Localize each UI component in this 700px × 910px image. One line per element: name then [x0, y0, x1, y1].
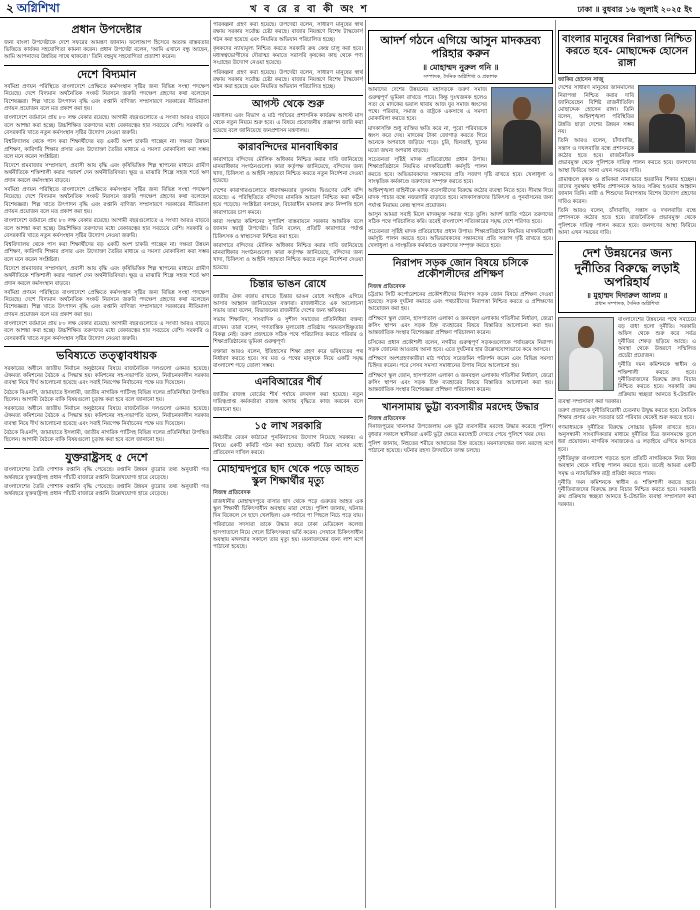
paragraph: জাতীয় রাজস্ব বোর্ডের শীর্ষ পর্যায়ে রদবদল করা হয়েছে। নতুন দায়িত্বপ্রাপ্ত কর্মকর্তারা রাজস্ব আদায় বৃদ্ধিতে কাজ করবেন বলে জানানো হয়।: [213, 391, 363, 413]
paragraph: বিশ্ববিদ্যালয় থেকে পাস করা শিক্ষার্থীদের বড় একটি অংশ চাকরি পাচ্ছেন না। দক্ষতা উন্নয়ন প্রশিক্ষণ, কারিগরি শিক্ষার প্রসার এবং উদ্যোক্তা তৈরির মাধ্যমে এ সমস্যা মোকাবিলা করা সম্ভব বলে মনে করেন সংশ্লিষ্টরা।: [4, 242, 209, 263]
paragraph: দুর্নীতি দমন কমিশনকে স্বাধীন ও শক্তিশালী করতে হবে। দুর্নীতিবাজদের বিরুদ্ধে দ্রুত বিচার নিশ্চিত করতে হবে। সরকারি ক্রয় প্রক্রিয়ায় স্বচ্ছতা আনতে ই-টেন্ডারিং ব্যবস্থা সম্প্রসারণ করা দরকার।: [558, 479, 696, 508]
paragraph: সচেতনতা সৃষ্টিই মাদক প্রতিরোধের প্রধান উপায়। শিক্ষাপ্রতিষ্ঠানে নিয়মিত মাদকবিরোধী কর্মসূচি পালন করতে হবে। অভিভাবকদের সন্তানদের প্রতি সজাগ দৃষ্টি রাখতে হবে। খেলাধুলা ও সাংস্কৃতিক কর্মকাণ্ডে তরুণদের সম্পৃক্ত করতে হবে।: [368, 156, 553, 185]
paragraph: পুলিশ জানায়, নিহতের শরীরে আঘাতের চিহ্ন রয়েছে। ময়নাতদন্তের জন্য মরদেহ মর্গে পাঠানো হয়েছে। ঘটনার রহস্য উদঘাটনে তদন্ত চলছে।: [368, 440, 553, 455]
headline: কারাবন্দিদের মানবাধিকার: [238, 142, 338, 154]
paragraph: দুর্নীতি দমন কমিশনকে স্বাধীন ও শক্তিশালী করতে হবে। দুর্নীতিবাজদের বিরুদ্ধে দ্রুত বিচার নিশ্চিত করতে হবে। সরকারি ক্রয় প্রক্রিয়ায় স্বচ্ছতা আনতে ই-টেন্ডারিং ব্যবস্থা সম্প্রসারণ করা দরকার।: [558, 362, 696, 405]
masthead: [0, 0, 700, 18]
news-title: বাংলার মানুষের নিরাপত্তা নিশ্চিত করতে হবে- মোছাদ্দেক হোসেন রাঙ্গা: [562, 34, 692, 69]
opinion-title: দেশ উন্নয়নের জন্য দুর্নীতির বিরুদ্ধে লড়াই অপরিহার্য: [574, 246, 680, 289]
person-photo: [638, 85, 696, 153]
paragraph: দেশের কারাগারগুলোতে ধারণক্ষমতার তুলনায় দ্বিগুণের বেশি বন্দি রয়েছে। এ পরিস্থিতিতে বন্দিদের মানবিক আচরণ নিশ্চিত করা কঠিন হয়ে পড়েছে। সংশ্লিষ্টরা বলছেন, বিচারাধীন মামলার দ্রুত নিষ্পত্তি হলে কারাগারের চাপ কমবে।: [213, 187, 363, 216]
headline: আগস্ট থেকে শুরু: [251, 98, 325, 110]
column-4: [558, 30, 696, 907]
column-divider: [365, 20, 366, 908]
column-divider: [555, 20, 556, 908]
divider: [213, 95, 363, 96]
paragraph: তরুণ প্রজন্মকে দুর্নীতিবিরোধী চেতনায় উদ্বুদ্ধ করতে হবে। নৈতিক শিক্ষার প্রসার এবং সততার চর্চা পরিবার থেকেই শুরু করতে হবে।: [558, 408, 696, 422]
opinion-title: আদর্শ গঠনে এগিয়ে আসুন মাদকদ্রব্য পরিহার করুন: [380, 34, 541, 61]
author-photo: [491, 87, 553, 165]
opinion-author: ॥ মোহাম্মদ নুরুল গনি ॥: [422, 62, 499, 73]
author-photo: [558, 317, 614, 391]
paragraph: কারাগারে বন্দিদের মৌলিক অধিকার নিশ্চিত করার দাবি জানিয়েছে মানবাধিকার সংগঠনগুলো। কারা কর্তৃপক্ষ জানিয়েছে, বন্দিদের জন্য খাদ্য, চিকিৎসা ও আইনি সহায়তা নিশ্চিত করতে নতুন নির্দেশনা দেওয়া হয়েছে।: [213, 242, 363, 271]
paragraph: আইনশৃঙ্খলা বাহিনীকে মাদক ব্যবসায়ীদের বিরুদ্ধে কঠোর ব্যবস্থা নিতে হবে। সীমান্ত দিয়ে মাদক পাচার বন্ধে নজরদারি বাড়াতে হবে। মাদকাসক্তদের চিকিৎসা ও পুনর্বাসনের জন্য পর্যাপ্ত নিরাময় কেন্দ্র স্থাপন প্রয়োজন।: [368, 188, 553, 209]
headline: মোহাম্মদপুরে ছাদ থেকে পড়ে আহত স্কুল শিক্ষার্থীর মৃত্যু: [217, 464, 359, 487]
divider: [213, 417, 363, 418]
paragraph: চট্টগ্রাম সিটি কর্পোরেশনের প্রকৌশলীদের নিরাপদ সড়ক জোন বিষয়ে প্রশিক্ষণ দেওয়া হয়েছে। সড়ক দুর্ঘটনা কমাতে এবং পথচারীদের নিরাপত্তা নিশ্চিত করতে এ প্রশিক্ষণের আয়োজন করা হয়।: [368, 291, 553, 313]
headline: প্রধান উপদেষ্টার: [71, 23, 142, 36]
paragraph: সরকারের অধীনে জাতীয় নির্বাচন অনুষ্ঠানের বিষয়ে রাজনৈতিক দলগুলো একমত হয়েছে। ঐকমত্য কমিশনের বৈঠকে এ সিদ্ধান্ত হয়। কমিশনের সহ-সভাপতি বলেন, নির্বাচনকালীন সরকার ব্যবস্থা নিয়ে দীর্ঘ আলোচনা হয়েছে এবং সবাই নিরপেক্ষ নির্বাচনের পক্ষে মত দিয়েছেন।: [4, 365, 209, 387]
paragraph: প্রশিক্ষণে অংশগ্রহণকারীরা মাঠ পর্যায়ে সরেজমিন পরিদর্শন করেন এবং বিভিন্ন সমস্যা চিহ্নিত করেন। পরে সেসব সমস্যা সমাধানের উপায় নিয়ে আলোচনা হয়।: [368, 356, 553, 370]
paragraph: বিদেশে শ্রমবাজার সম্প্রসারণ, প্রবাসী আয় বৃদ্ধি এবং কৃষিভিত্তিক শিল্প স্থাপনের মাধ্যমে গ্রামীণ অর্থনীতিকে শক্তিশালী করার পরামর্শ দেন অর্থনীতিবিদরা। ক্ষুদ্র ও মাঝারি শিল্পে সহজ শর্তে ঋণ প্রদান করলে কর্মসংস্থান বাড়বে।: [4, 163, 209, 184]
byline: নিজস্ব প্রতিবেদক: [368, 283, 406, 290]
paragraph: সর্বমিশ্র প্রণয়ন পরিস্থিতে বাংলাদেশে প্রেক্ষিতে কর্মসংস্থান সৃষ্টির জন্য বিভিন্ন সংস্থা পদক্ষেপ নিয়েছে। দেশে বিদ্যমান অর্থনৈতিক সংকট নিরসনে জরুরি পদক্ষেপ গ্রহণের কথা বলেছেন বিশেষজ্ঞরা। শিল্প খাতে উৎপাদন বৃদ্ধি এবং রপ্তানি বাণিজ্য সম্প্রসারণে সরকারের নীতিমালা প্রণয়ন প্রয়োজন বলে মত প্রকাশ করা হয়।: [4, 289, 209, 318]
paragraph: সর্বমিশ্র প্রণয়ন পরিস্থিতে বাংলাদেশে প্রেক্ষিতে কর্মসংস্থান সৃষ্টির জন্য বিভিন্ন সংস্থা পদক্ষেপ নিয়েছে। দেশে বিদ্যমান অর্থনৈতিক সংকট নিরসনে জরুরি পদক্ষেপ গ্রহণের কথা বলেছেন বিশেষজ্ঞরা। শিল্প খাতে উৎপাদন বৃদ্ধি এবং রপ্তানি বাণিজ্য সম্প্রসারণে সরকারের নীতিমালা প্রণয়ন প্রয়োজন বলে মত প্রকাশ করা হয়।: [4, 187, 209, 215]
paragraph: জন্য বাংলা উপদেষ্টাকে দেশে সফরের আমন্ত্রণ জানান। ফলোআপ হিসেবে অত্যন্ত বাস্তবতার ভিত্তিতে কার্যকর সহযোগিতা কামনা করেন। প্রধান উপদেষ্টা বলেন, 'আমি এখানে বন্ধু আছেন, আমি আপনাদের উন্নতির সাথে থাকবো।' তিনি বহুমুখ সহযোগিতা প্রত্যাশা করেন।: [4, 39, 209, 61]
paragraph: মন্ত্রণালয় এবং বিভাগ ও মাঠ পর্যায়ের প্রশাসনিক কার্যক্রম আগস্ট মাস থেকে নতুন নিয়মে শুরু হবে। এ বিষয়ে প্রয়োজনীয় প্রজ্ঞাপন জারি করা হয়েছে বলে জানিয়েছে জনপ্রশাসন মন্ত্রণালয়।: [213, 113, 363, 134]
paragraph: তিনি আরও বলেন, চাঁদাবাজি, সন্ত্রাস ও দখলবাজি বন্ধে প্রশাসনকে কঠোর হতে হবে। রাজনৈতিক প্রভাবমুক্ত থেকে পুলিশকে দায়িত্ব পালন করতে হবে। জনগণের আস্থা ফিরিয়ে আনা এখন সময়ের দাবি।: [558, 138, 696, 174]
paragraph: বাংলাদেশের তৈরি পোশাক রপ্তানি বৃদ্ধি পেয়েছে। রপ্তানি উন্নয়ন ব্যুরোর তথ্য অনুযায়ী গত অর্থবছরে যুক্তরাষ্ট্রসহ প্রধান পাঁচটি বাজারে রপ্তানি উল্লেখযোগ্য হারে বেড়েছে।: [4, 483, 209, 498]
byline: জাকির হোসেন সাজু: [558, 77, 604, 83]
paragraph: জাতীয় ঐক্য বজায় রাখতে চিন্তার ভাঙন রোধে সবাইকে এগিয়ে আসার আহ্বান জানিয়েছেন বক্তারা। রাজধানীতে এক আলোচনা সভায় তারা বলেন, বিভাজনের রাজনীতি দেশের জন্য ক্ষতিকর।: [213, 293, 363, 315]
paragraph: কৃষকদের ন্যায্যমূল্য নিশ্চিত করতে সরকারি ক্রয় কেন্দ্র চালু করা হবে। মধ্যস্বত্বভোগীদের দৌরাত্ম্য কমাতে সরাসরি কৃষকের কাছ থেকে পণ্য সংগ্রহের উদ্যোগ নেওয়া হয়েছে।: [213, 45, 363, 67]
masthead-logo: [6, 1, 60, 17]
paragraph: আমাদের দেশের উন্নয়নের মহাসড়কে তরুণ সমাজ গুরুত্বপূর্ণ ভূমিকা রাখতে পারে। কিন্তু দুঃখজনক হলেও সত্য যে মাদকের ভয়াল থাবায় আজ যুব সমাজ ধ্বংসের পথে। পরিবার, সমাজ ও রাষ্ট্রকে একসাথে এ সমস্যা মোকাবিলা করতে হবে।: [368, 87, 487, 123]
paragraph: প্রশিক্ষণে স্কুল জোন, হাসপাতাল এলাকা ও জনবহুল এলাকায় গতিসীমা নির্ধারণ, জেব্রা ক্রসিং স্থাপন এবং সড়ক চিহ্ন ব্যবহারের বিষয়ে বিস্তারিত আলোচনা করা হয়। আন্তর্জাতিক সংস্থার বিশেষজ্ঞরা প্রশিক্ষণ পরিচালনা করেন।: [368, 372, 553, 394]
paragraph: বিদেশে শ্রমবাজার সম্প্রসারণ, প্রবাসী আয় বৃদ্ধি এবং কৃষিভিত্তিক শিল্প স্থাপনের মাধ্যমে গ্রামীণ অর্থনীতিকে শক্তিশালী করার পরামর্শ দেন অর্থনীতিবিদরা। ক্ষুদ্র ও মাঝারি শিল্পে সহজ শর্তে ঋণ প্রদান করলে কর্মসংস্থান বাড়বে।: [4, 266, 209, 287]
paragraph: তিনি আরও বলেন, চাঁদাবাজি, সন্ত্রাস ও দখলবাজি বন্ধে প্রশাসনকে কঠোর হতে হবে। রাজনৈতিক প্রভাবমুক্ত থেকে পুলিশকে দায়িত্ব পালন করতে হবে। জনগণের আস্থা ফিরিয়ে আনা এখন সময়ের দাবি।: [558, 208, 696, 236]
page-number: ২: [6, 1, 14, 15]
paragraph: বৈঠকে বিএনপি, জামায়াতে ইসলামী, জাতীয় নাগরিক পার্টিসহ বিভিন্ন দলের প্রতিনিধিরা উপস্থিত ছিলেন। আগামী বৈঠকে বাকি বিষয়গুলো চূড়ান্ত করা হবে বলে জানানো হয়।: [4, 389, 209, 403]
paragraph: কর্মচারীর বেতন কাঠামো পুনর্বিন্যাসের উদ্যোগ নিয়েছে সরকার। এ বিষয়ে একটি কমিটি গঠন করা হয়েছে। কমিটি তিন মাসের মধ্যে প্রতিবেদন দাখিল করবে।: [213, 435, 363, 456]
divider: [4, 65, 209, 66]
divider: [213, 373, 363, 374]
byline: নিজস্ব প্রতিবেদক: [368, 416, 406, 423]
divider: [4, 448, 209, 449]
opinion-header-box: [368, 30, 553, 84]
paragraph: আসুন আমরা সবাই মিলে মাদকমুক্ত সমাজ গড়ে তুলি। আদর্শ জাতি গঠনে তরুণদের সঠিক পথে পরিচালিত করি। তবেই বাংলাদেশ সত্যিকারের সমৃদ্ধ দেশে পরিণত হবে।: [368, 212, 553, 226]
paragraph: পরিকল্পনা গ্রহণ করা হয়েছে। উপদেষ্টা বলেন, সাধারণ মানুষের স্বার্থ রক্ষায় সরকার সর্বোচ্চ চেষ্টা করছে। বাজার নিয়ন্ত্রণে বিশেষ টাস্কফোর্স গঠন করা হয়েছে এবং নিয়মিত অভিযান পরিচালিত হচ্ছে।: [213, 69, 363, 91]
paragraph: বাংলাদেশে বর্তমানে প্রায় ৮০ লক্ষ বেকার রয়েছে। আগামী বছরগুলোতে এ সংখ্যা আরও বাড়বে বলে আশঙ্কা করা হচ্ছে। উচ্চশিক্ষিত তরুণদের মধ্যে বেকারত্বের হার সবচেয়ে বেশি। সরকারি ও বেসরকারি খাতে নতুন কর্মসংস্থান সৃষ্টির উদ্যোগ নেওয়া জরুরি।: [4, 115, 209, 136]
author-designation: প্রধান সম্পাদক, দৈনিক অগ্নিশিখা: [594, 301, 660, 308]
headline: দেশে বিদ্যমান: [76, 67, 137, 81]
paragraph: বাংলাদেশে বর্তমানে প্রায় ৮০ লক্ষ বেকার রয়েছে। আগামী বছরগুলোতে এ সংখ্যা আরও বাড়বে বলে আশঙ্কা করা হচ্ছে। উচ্চশিক্ষিত তরুণদের মধ্যে বেকারত্বের হার সবচেয়ে বেশি। সরকারি ও বেসরকারি খাতে নতুন কর্মসংস্থান সৃষ্টির উদ্যোগ নেওয়া জরুরি।: [4, 218, 209, 239]
paragraph: রাজধানীর মোহাম্মদপুরে বাসার ছাদ থেকে পড়ে গুরুতর আহত এক স্কুল শিক্ষার্থী চিকিৎসাধীন অবস্থায় মারা গেছে। পুলিশ জানায়, ঘটনার দিন বিকেলে সে ছাদে খেলছিল। এক পর্যায়ে পা পিছলে নিচে পড়ে যায়।: [213, 498, 363, 520]
headline: চিন্তার ভাঙন রোধে: [249, 279, 327, 291]
column-divider: [210, 20, 211, 908]
paragraph: মাদকাসক্তি শুধু ব্যক্তির ক্ষতি করে না, পুরো পরিবারকে ধ্বংস করে দেয়। মাদকের টাকা জোগাড় করতে গিয়ে অনেকে অপরাধে জড়িয়ে পড়ে। চুরি, ছিনতাই, খুনের মতো জঘন্য অপরাধ বাড়ছে।: [368, 125, 487, 154]
byline: নিজস্ব প্রতিবেদক: [213, 490, 251, 497]
headline: খানসামায় ভুট্টা ব্যবসায়ীর মরদেহ উদ্ধার: [382, 401, 539, 413]
paragraph: পরিবারের সদস্যরা তাকে উদ্ধার করে ঢাকা মেডিকেল কলেজ হাসপাতালে নিয়ে গেলে চিকিৎসকরা ভর্তি করেন। সেখানে চিকিৎসাধীন অবস্থায় মঙ্গলবার সকালে তার মৃত্যু হয়। ময়নাতদন্তের জন্য লাশ মর্গে পাঠানো হয়েছে।: [213, 522, 363, 551]
headline: ১৫ লাখ সরকারি: [254, 420, 322, 432]
issue-date: ঢাকা ॥ বুধবার ১৬ জুলাই ২০২৫ ইং: [577, 4, 692, 14]
paragraph: প্রশিক্ষণে স্কুল জোন, হাসপাতাল এলাকা ও জনবহুল এলাকায় গতিসীমা নির্ধারণ, জেব্রা ক্রসিং স্থাপন এবং সড়ক চিহ্ন ব্যবহারের বিষয়ে বিস্তারিত আলোচনা করা হয়। আন্তর্জাতিক সংস্থার বিশেষজ্ঞরা প্রশিক্ষণ পরিচালনা করেন।: [368, 315, 553, 337]
divider: [213, 275, 363, 276]
divider: [213, 460, 363, 461]
paragraph: বাংলাদেশে বর্তমানে প্রায় ৮০ লক্ষ বেকার রয়েছে। আগামী বছরগুলোতে এ সংখ্যা আরও বাড়বে বলে আশঙ্কা করা হচ্ছে। উচ্চশিক্ষিত তরুণদের মধ্যে বেকারত্বের হার সবচেয়ে বেশি। সরকারি ও বেসরকারি খাতে নতুন কর্মসংস্থান সৃষ্টির উদ্যোগ নেওয়া জরুরি।: [4, 321, 209, 342]
paragraph: দেশের সাধারণ মানুষের জানমালের নিরাপত্তা নিশ্চিত করার দাবি জানিয়েছেন বিশিষ্ট রাজনীতিবিদ মোছাদ্দেক হোসেন রাঙ্গা। তিনি বলেন, আইনশৃঙ্খলা পরিস্থিতির উন্নতি ছাড়া দেশের উন্নয়ন সম্ভব নয়।: [558, 85, 634, 136]
paragraph: গণমাধ্যমকে দুর্নীতির বিরুদ্ধে সোচ্চার ভূমিকা রাখতে হবে। অনুসন্ধানী সাংবাদিকতার মাধ্যমে দুর্নীতির চিত্র জনসমক্ষে তুলে ধরা প্রয়োজন। নাগরিক সমাজকেও এ লড়াইয়ে এগিয়ে আসতে হবে।: [558, 424, 696, 453]
section-title: খ ব রে র বা কী অং শ: [250, 4, 369, 15]
author-designation: সম্পাদক, দৈনিক অগ্নিশিখা ও প্রকাশক: [423, 73, 498, 80]
paragraph: কারা সংস্কার কমিশনের সুপারিশ বাস্তবায়নে সরকার আন্তরিক বলে জানান স্বরাষ্ট্র উপদেষ্টা। তিনি বলেন, প্রতিটি কারাগারে পর্যাপ্ত চিকিৎসক ও স্বাস্থ্যসেবা নিশ্চিত করা হবে।: [213, 218, 363, 240]
paragraph: বিশ্ববিদ্যালয় থেকে পাস করা শিক্ষার্থীদের বড় একটি অংশ চাকরি পাচ্ছেন না। দক্ষতা উন্নয়ন প্রশিক্ষণ, কারিগরি শিক্ষার প্রসার এবং উদ্যোক্তা তৈরির মাধ্যমে এ সমস্যা মোকাবিলা করা সম্ভব বলে মনে করেন সংশ্লিষ্টরা।: [4, 139, 209, 160]
headline: ভবিষ্যতে তত্ত্বাবধায়ক: [56, 348, 157, 362]
paragraph: সরকারের অধীনে জাতীয় নির্বাচন অনুষ্ঠানের বিষয়ে রাজনৈতিক দলগুলো একমত হয়েছে। ঐকমত্য কমিশনের বৈঠকে এ সিদ্ধান্ত হয়। কমিশনের সহ-সভাপতি বলেন, নির্বাচনকালীন সরকার ব্যবস্থা নিয়ে দীর্ঘ আলোচনা হয়েছে এবং সবাই নিরপেক্ষ নির্বাচনের পক্ষে মত দিয়েছেন।: [4, 406, 209, 427]
paragraph: চসিকের প্রধান প্রকৌশলী বলেন, নগরীর গুরুত্বপূর্ণ সড়কগুলোকে পর্যায়ক্রমে নিরাপদ সড়ক জোনের আওতায় আনা হবে। এতে দুর্ঘটনার হার উল্লেখযোগ্যভাবে কমে আসবে।: [368, 339, 553, 353]
headline: যুক্তরাষ্ট্রসহ ৫ দেশে: [65, 450, 148, 464]
paragraph: সভায় শিক্ষাবিদ, সাংবাদিক ও সুশীল সমাজের প্রতিনিধিরা বক্তব্য রাখেন। তারা বলেন, গণতান্ত্রিক মূল্যবোধ প্রতিষ্ঠায় পরমতসহিষ্ণুতার বিকল্প নেই। তরুণ প্রজন্মকে সঠিক পথে পরিচালিত করতে পরিবার ও শিক্ষাপ্রতিষ্ঠানের ভূমিকা গুরুত্বপূর্ণ।: [213, 317, 363, 346]
paragraph: বক্তারা আরও বলেন, ইতিহাসের শিক্ষা গ্রহণ করে ভবিষ্যতের পথ নির্ধারণ করতে হবে। সব মত ও পথের মানুষকে নিয়ে একটি সমৃদ্ধ বাংলাদেশ গড়ে তোলা সম্ভব।: [213, 348, 363, 370]
paragraph: বৈঠকে বিএনপি, জামায়াতে ইসলামী, জাতীয় নাগরিক পার্টিসহ বিভিন্ন দলের প্রতিনিধিরা উপস্থিত ছিলেন। আগামী বৈঠকে বাকি বিষয়গুলো চূড়ান্ত করা হবে বলে জানানো হয়।: [4, 429, 209, 444]
opinion-header-box: [558, 241, 696, 312]
divider: [213, 138, 363, 139]
newspaper-name: অগ্নিশিখা: [16, 1, 60, 15]
news-header-box: [558, 30, 696, 74]
headline: নিরাপদ সড়ক জোন বিষয়ে চসিকে প্রকৌশলীদের প্রশিক্ষণ: [392, 257, 529, 280]
paragraph: সচেতনতা সৃষ্টিই মাদক প্রতিরোধের প্রধান উপায়। শিক্ষাপ্রতিষ্ঠানে নিয়মিত মাদকবিরোধী কর্মসূচি পালন করতে হবে। অভিভাবকদের সন্তানদের প্রতি সজাগ দৃষ্টি রাখতে হবে। খেলাধুলা ও সাংস্কৃতিক কর্মকাণ্ডে তরুণদের সম্পৃক্ত করতে হবে।: [368, 228, 553, 250]
divider: [4, 346, 209, 347]
column-2: [213, 22, 363, 907]
column-1: [4, 22, 209, 907]
paragraph: সর্বমিশ্র প্রণয়ন পরিস্থিতে বাংলাদেশে প্রেক্ষিতে কর্মসংস্থান সৃষ্টির জন্য বিভিন্ন সংস্থা পদক্ষেপ নিয়েছে। দেশে বিদ্যমান অর্থনৈতিক সংকট নিরসনে জরুরি পদক্ষেপ গ্রহণের কথা বলেছেন বিশেষজ্ঞরা। শিল্প খাতে উৎপাদন বৃদ্ধি এবং রপ্তানি বাণিজ্য সম্প্রসারণে সরকারের নীতিমালা প্রণয়ন প্রয়োজন বলে মত প্রকাশ করা হয়।: [4, 84, 209, 113]
column-3: [368, 30, 553, 907]
paragraph: দুর্নীতিমুক্ত বাংলাদেশ গড়তে হলে প্রতিটি নাগরিককে নিজ নিজ অবস্থান থেকে দায়িত্ব পালন করতে হবে। তবেই আমরা একটি সমৃদ্ধ ও ন্যায়ভিত্তিক রাষ্ট্র প্রতিষ্ঠা করতে পারব।: [558, 455, 696, 477]
paragraph: পরিকল্পনা গ্রহণ করা হয়েছে। উপদেষ্টা বলেন, সাধারণ মানুষের স্বার্থ রক্ষায় সরকার সর্বোচ্চ চেষ্টা করছে। বাজার নিয়ন্ত্রণে বিশেষ টাস্কফোর্স গঠন করা হয়েছে এবং নিয়মিত অভিযান পরিচালিত হচ্ছে।: [213, 22, 363, 43]
divider: [368, 398, 553, 399]
divider: [368, 254, 553, 255]
paragraph: বাংলাদেশের তৈরি পোশাক রপ্তানি বৃদ্ধি পেয়েছে। রপ্তানি উন্নয়ন ব্যুরোর তথ্য অনুযায়ী গত অর্থবছরে যুক্তরাষ্ট্রসহ প্রধান পাঁচটি বাজারে রপ্তানি উল্লেখযোগ্য হারে বেড়েছে।: [4, 467, 209, 481]
paragraph: দিনাজপুরের খানসামা উপজেলায় এক ভুট্টা ব্যবসায়ীর মরদেহ উদ্ধার করেছে পুলিশ। বুধবার সকালে স্থানীয়রা একটি ভুট্টা ক্ষেতে মরদেহটি দেখতে পেয়ে পুলিশে খবর দেয়।: [368, 424, 553, 438]
opinion-author: ॥ মুহাম্মদ দিদারুল আলম ॥: [586, 291, 668, 301]
paragraph: বাংলাদেশের উন্নয়নের পথে সবচেয়ে বড় বাধা হলো দুর্নীতি। সরকারি অফিস থেকে শুরু করে সর্বত্র দুর্নীতির শেকড় ছড়িয়ে আছে। এ অবস্থা থেকে উত্তরণে সম্মিলিত প্রচেষ্টা প্রয়োজন।: [618, 316, 696, 360]
paragraph: কারাগারে বন্দিদের মৌলিক অধিকার নিশ্চিত করার দাবি জানিয়েছে মানবাধিকার সংগঠনগুলো। কারা কর্তৃপক্ষ জানিয়েছে, বন্দিদের জন্য খাদ্য, চিকিৎসা ও আইনি সহায়তা নিশ্চিত করতে নতুন নির্দেশনা দেওয়া হয়েছে।: [213, 156, 363, 185]
headline: এনবিআরের শীর্ষ: [254, 377, 322, 389]
paragraph: গ্রামাঞ্চলে কৃষক ও শ্রমিকরা নানাভাবে হয়রানির শিকার হচ্ছেন। তাদের সুরক্ষায় স্থানীয় প্রশাসনকে আরও সক্রিয় হওয়ার আহ্বান জানান তিনি। নারী ও শিশুদের নিরাপত্তায় বিশেষ উদ্যোগ গ্রহণের দাবিও করেন।: [558, 176, 696, 205]
